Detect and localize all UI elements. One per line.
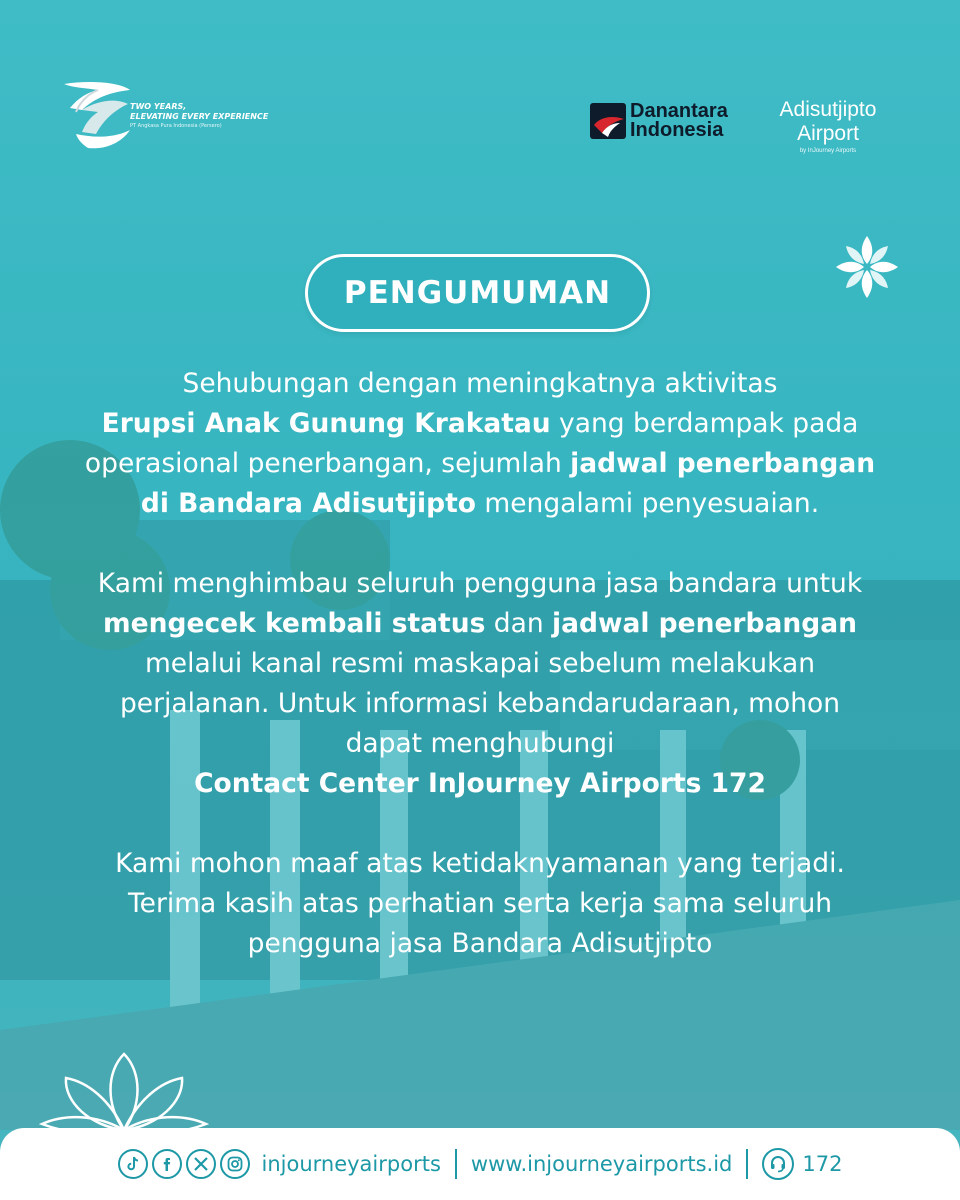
paragraph-3 <box>30 844 930 964</box>
footer-divider <box>455 1149 457 1179</box>
p2-line2-mid: dan <box>485 608 553 639</box>
website-link[interactable]: www.injourneyairports.id <box>470 1152 733 1176</box>
p1-line4: mengalami penyesuaian. <box>475 488 820 519</box>
page-title: PENGUMUMAN <box>343 275 612 311</box>
instagram-icon[interactable] <box>220 1149 250 1179</box>
paragraph-2 <box>30 564 930 804</box>
airport-name-line1: Adisutjipto <box>779 98 877 121</box>
title-badge <box>305 254 650 332</box>
sparkle-flower-icon <box>834 234 900 300</box>
facebook-icon[interactable] <box>152 1149 182 1179</box>
p2-line5: dapat menghubungi <box>345 728 615 759</box>
p1-airport-highlight: di Bandara Adisutjipto <box>140 488 476 519</box>
headset-icon <box>762 1148 794 1180</box>
danantara-mark-icon <box>590 103 626 139</box>
tagline-line1: TWO YEARS, <box>130 102 187 111</box>
p2-line4: perjalanan. Untuk informasi kebandarudaraan, mohon <box>119 688 841 719</box>
p3-line3: pengguna jasa Bandara Adisutjipto <box>247 928 713 959</box>
airport-byline: by InJourney Airports <box>799 148 857 154</box>
p2-line1: Kami menghimbau seluruh pengguna jasa bandara untuk <box>97 568 863 599</box>
social-handle[interactable]: injourneyairports <box>261 1152 441 1176</box>
p1-schedule-highlight: jadwal penerbangan <box>570 448 876 479</box>
footer-divider <box>746 1149 748 1179</box>
p3-line1: Kami mohon maaf atas ketidaknyamanan yang terjadi. <box>115 848 845 879</box>
p1-line1: Sehubungan dengan meningkatnya aktivitas <box>182 368 778 399</box>
tiktok-icon[interactable] <box>118 1149 148 1179</box>
contact-footer <box>0 1128 960 1200</box>
two-years-logo-icon <box>58 78 140 152</box>
p3-line2: Terima kasih atas perhatian serta kerja sama seluruh <box>127 888 833 919</box>
p2-contact-center: Contact Center InJourney Airports 172 <box>194 768 766 799</box>
social-links <box>118 1149 441 1179</box>
tagline-company: PT Angkasa Pura Indonesia (Persero) <box>130 123 222 129</box>
danantara-line2: Indonesia <box>630 119 724 141</box>
adisutjipto-airport-logo <box>766 98 890 154</box>
tagline-line2: ELEVATING EVERY EXPERIENCE <box>130 112 269 121</box>
p1-line3: operasional penerbangan, sejumlah <box>84 448 571 479</box>
paragraph-1 <box>30 364 930 524</box>
p2-schedule-highlight: jadwal penerbangan <box>552 608 857 639</box>
lotus-outline-icon <box>38 1048 210 1136</box>
p2-line3: melalui kanal resmi maskapai sebelum melakukan <box>144 648 816 679</box>
announcement-body <box>30 364 930 964</box>
p1-line2: yang berdampak pada <box>550 408 859 439</box>
danantara-logo <box>590 102 728 140</box>
p2-check-status-highlight: mengecek kembali status <box>103 608 486 639</box>
danantara-line1: Danantara <box>630 100 728 122</box>
p1-eruption-highlight: Erupsi Anak Gunung Krakatau <box>101 408 551 439</box>
hotline-number[interactable]: 172 <box>802 1152 843 1176</box>
x-icon[interactable] <box>186 1149 216 1179</box>
airport-name-line2: Airport <box>797 122 859 145</box>
two-years-tagline <box>130 102 268 130</box>
